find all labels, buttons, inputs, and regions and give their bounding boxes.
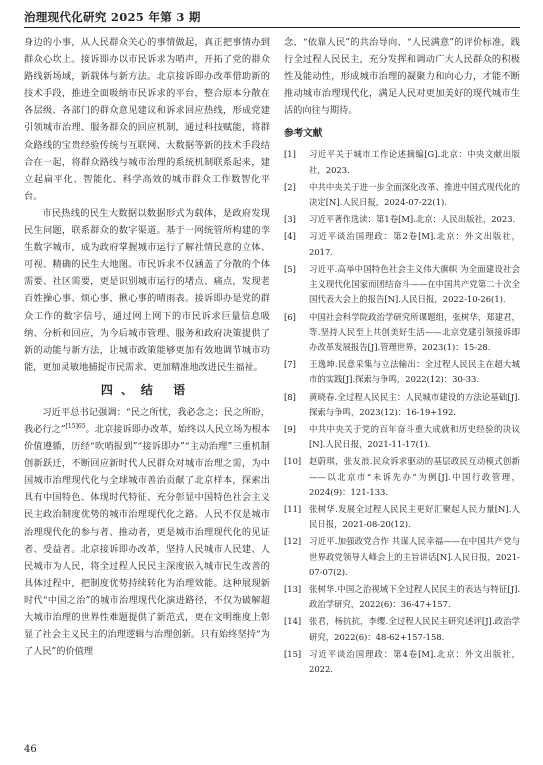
paragraph-conclusion: [24, 404, 270, 660]
reference-list: [284, 147, 520, 677]
reference-number: [11]: [284, 503, 302, 514]
conclusion-quote: 习近平总书记强调：“民之所忧，我必念之；民之所盼，我必行之”: [24, 406, 270, 435]
reference-item: [284, 262, 520, 308]
reference-number: [12]: [284, 536, 302, 547]
right-column: [284, 34, 520, 679]
reference-item: [284, 502, 520, 532]
reference-number: [10]: [284, 456, 302, 467]
reference-text: 习近平关于城市工作论述摘编[G].北京：中央文献出版社，2023.: [309, 149, 520, 175]
journal-issue-header: 治理现代化研究 2025 年第 3 期: [24, 10, 201, 24]
reference-number: [1]: [284, 149, 296, 160]
reference-number: [6]: [284, 311, 296, 322]
reference-text: 张树华.发展全过程人民民主更好汇聚起人民力量[N].人民日报，2021-08-20(12).: [309, 503, 520, 530]
reference-item: [284, 212, 520, 227]
reference-text: 习近平谈治国理政：第2卷[M].北京：外文出版社，2017.: [309, 231, 520, 257]
reference-number: [13]: [284, 583, 302, 594]
reference-number: [8]: [284, 391, 296, 402]
section-heading-conclusion: 四、结 语: [100, 382, 194, 397]
paragraph-continued: 身边的小事，从人民群众关心的事情做起，真正把事情办到群众心坎上。接诉即办以市民诉求为哨声，开拓了党的群众路线新场域，新载体与新方法。北京接诉即办改革借助新的技术手段，推进全面吸纳市民诉求的平台，整合原本分散在各层级、各部门的群众意见建议和诉求回应热线，形成党建引领城市治理、服务群众的回应机制，通过科技赋能，将群众路线的宝贵经验传统与互联网、大数据等新的技术手段结合在一起，将群众路线与城市治理的系统机制联系起来，建立起扁平化、智能化、科学高效的城市群众工作数智化平台。: [24, 37, 270, 202]
reference-item: [284, 229, 520, 259]
page-number: 46: [24, 744, 37, 755]
reference-item: [284, 647, 520, 677]
reference-item: [284, 582, 520, 612]
reference-number: [2]: [284, 181, 296, 192]
reference-text: 习近平.加强政党合作 共谋人民幸福——在中国共产党与世界政党领导人峰会上的主旨讲话[N].人民日报，2021-07-07(2).: [309, 536, 520, 577]
reference-text: 王逸坤.民意采集与立法输出：全过程人民民主在超大城市的实践[J].探索与争鸣，2022(12)：30-33.: [309, 359, 520, 385]
reference-text: 张树华.中国之治视域下全过程人民民主的表达与特征[J].政治学研究，2022(6)：36-47+157.: [309, 583, 520, 610]
running-header: [24, 9, 519, 29]
header-divider: [24, 27, 520, 28]
paragraph-hotline-data: 市民热线的民生大数据以数据形式为载体，是政府发现民生问题，联系群众的数字渠道。基于一网统管所构建的孪生数字城市，成为政府掌握城市运行了解社情民意的立体、可视、精确的民生大地图。市民诉求不仅涵盖了分散的个体需要、社区需要，更是识别城市运行的堵点、痛点，发现老百姓操心事、烦心事、揪心事的晴雨表。接诉即办是党的群众工作的数字信号，通过网上网下的市民诉求巨量信息吸纳、分析和回应，为今后城市管理、服务和政府决策提供了新的动能与新方法，让城市政策能够更加有效地调节城市功能，更加灵敏地捕捉市民需求、更加精准地改进民生福祉。: [24, 207, 270, 373]
reference-text: 中共中央关于进一步全面深化改革、推进中国式现代化的决定[N].人民日报，2024-07-22(1).: [309, 181, 520, 208]
reference-text: 习近平著作选读：第1卷[M].北京：人民出版社，2023.: [309, 214, 516, 225]
reference-number: [15]: [284, 648, 302, 659]
reference-item: [284, 310, 520, 356]
reference-item: [284, 147, 520, 177]
reference-text: 中国社会科学院政治学研究所课题组，张树华，郑建君，等.坚持人民至上共创美好生活——北京党建引领接诉即办改革发展报告[J].管理世界，2023(1)：15-28.: [309, 311, 520, 352]
paragraph-conclusion-continued: 念、“依靠人民”的共治导向、“人民满意”的评价标准，践行全过程人民民主，充分发挥和调动广大人民群众的积极性及能动性，形成城市治理的凝聚力和向心力，才能不断推动城市治理现代化，满足人民对更加美好的现代城市生活的向往与期待。: [284, 37, 520, 117]
reference-item: [284, 534, 520, 580]
reference-item: [284, 357, 520, 387]
reference-number: [4]: [284, 231, 296, 242]
reference-number: [9]: [284, 423, 296, 434]
reference-number: [5]: [284, 263, 296, 274]
reference-text: 黄晓春.全过程人民民主：人民城市建设的方法论基础[J].探索与争鸣，2023(12)：16-19+192.: [309, 391, 520, 417]
reference-text: 中共中央关于党的百年奋斗重大成就和历史经验的决议[N].人民日报，2021-11-17(1).: [309, 423, 520, 450]
reference-item: [284, 180, 520, 210]
reference-number: [7]: [284, 359, 296, 370]
reference-text: 习近平.高举中国特色社会主义伟大旗帜 为全面建设社会主义现代化国家而团结奋斗——在中国共产党第二十次全国代表大会上的报告[N].人民日报，2022-10-26(1).: [309, 263, 520, 305]
references-heading: 参考文献: [284, 128, 323, 140]
reference-number: [14]: [284, 616, 302, 627]
reference-item: [284, 614, 520, 644]
conclusion-body: 。北京接诉即办改革，始终以人民立场为根本价值遵循，历经“吹哨报到”“接诉即办”“主动治理”三重机制创新跃迁，不断回应新时代人民群众对城市治理之需，为中国城市治理现代化与全球城市善治贡献了北京样本，探索出具有中国特色、体现时代特征、充分彰显中国特色社会主义民主政治制度优势的城市治理现代化之路。人民不仅是城市治理现代化的参与者、推动者，更是城市治理现代化的见证者、受益者。北京接诉即办改革，坚持人民城市人民建、人民城市为人民，将全过程人民民主深度嵌入城市民生改善的具体过程中，把制度优势持续转化为治理效能。这种展现新时代“中国之治”的城市治理现代化演进路径，不仅为破解超大城市治理的世界性难题提供了新范式，更在文明维度上彰显了社会主义民主的治理逻辑与治理创新。只有始终坚持“为了人民”的价值理: [24, 423, 270, 658]
reference-item: [284, 422, 520, 452]
reference-item: [284, 454, 520, 500]
reference-text: 赵蔚琪，张友浪.民众诉求驱动的基层政民互动模式创新——以北京市“未诉先办”为例[J].中国行政管理，2024(9)：121-133.: [309, 456, 520, 497]
reference-text: 张君，杨抗抗，李缨.全过程人民民主研究述评[J].政治学研究，2022(6)：48-62+157-158.: [309, 616, 520, 642]
reference-item: [284, 390, 520, 420]
citation-marker: [15]65: [65, 422, 86, 430]
reference-text: 习近平谈治国理政：第4卷[M].北京：外文出版社，2022.: [309, 648, 520, 674]
left-column: [24, 34, 270, 660]
reference-number: [3]: [284, 214, 296, 225]
